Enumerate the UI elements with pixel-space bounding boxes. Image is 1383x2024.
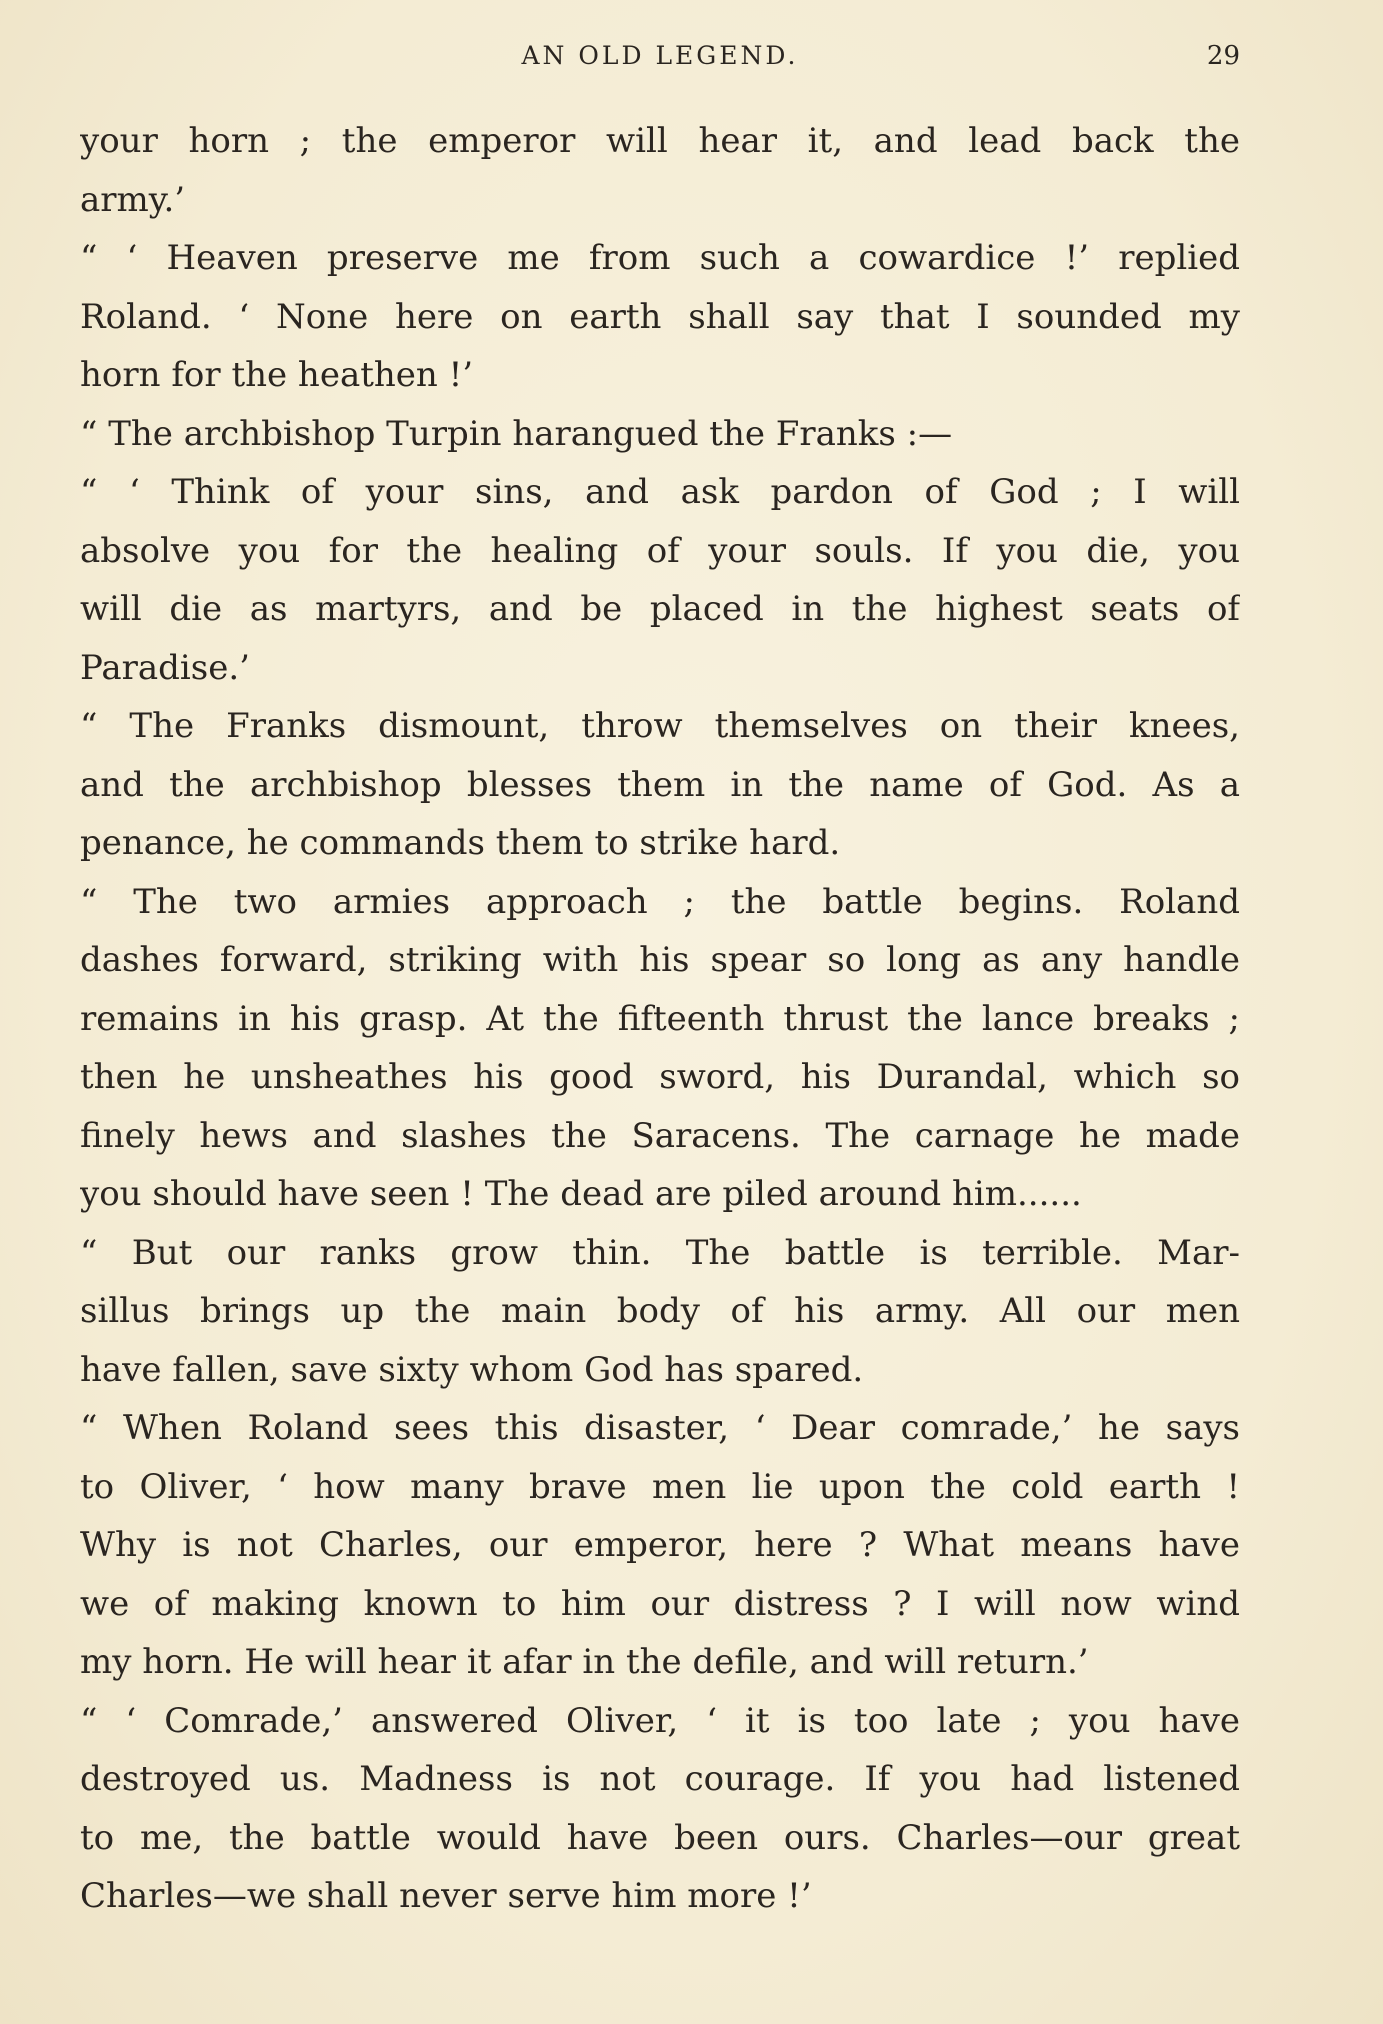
text-line: Roland. ‘ None here on earth shall say that I sounded my xyxy=(80,296,1240,337)
page-number: 29 xyxy=(1206,41,1240,71)
running-head: AN OLD LEGEND. xyxy=(521,41,799,70)
text-line: we of making known to him our distress ? I will now wind xyxy=(80,1583,1240,1624)
text-line: “ The archbishop Turpin harangued the Franks :— xyxy=(80,413,953,454)
text-line: Paradise.’ xyxy=(80,647,250,688)
text-line: to me, the battle would have been ours. Charles—our great xyxy=(80,1817,1240,1858)
text-line: Why is not Charles, our emperor, here ? What means have xyxy=(80,1525,1240,1565)
text-line: will die as martyrs, and be placed in the highest seats of xyxy=(80,589,1240,629)
text-line: “ The two armies approach ; the battle begins. Roland xyxy=(80,881,1240,922)
text-line: sillus brings up the main body of his army. All our men xyxy=(80,1291,1240,1331)
text-line: and the archbishop blesses them in the name of God. As a xyxy=(80,764,1240,805)
text-line: remains in his grasp. At the fifteenth thrust the lance breaks ; xyxy=(80,998,1240,1039)
text-line: then he unsheathes his good sword, his Durandal, which so xyxy=(80,1057,1240,1097)
text-line: “ The Franks dismount, throw themselves on their knees, xyxy=(80,706,1240,746)
text-line: your horn ; the emperor will hear it, and lead back the xyxy=(80,121,1240,161)
text-line: “ ‘ Comrade,’ answered Oliver, ‘ it is too late ; you have xyxy=(80,1700,1240,1741)
text-line: my horn. He will hear it afar in the defile, and will return.’ xyxy=(80,1642,1089,1682)
text-line: “ ‘ Heaven preserve me from such a cowardice !’ replied xyxy=(80,238,1240,278)
page-header xyxy=(80,36,1240,76)
body-text xyxy=(80,112,1240,1926)
text-line: have fallen, save sixty whom God has spared. xyxy=(80,1349,864,1390)
text-line: “ But our ranks grow thin. The battle is terrible. Mar- xyxy=(80,1232,1240,1273)
text-line: destroyed us. Madness is not courage. If you had listened xyxy=(80,1759,1240,1799)
text-line: absolve you for the healing of your souls. If you die, you xyxy=(80,530,1240,571)
text-line: “ ‘ Think of your sins, and ask pardon of God ; I will xyxy=(80,472,1240,512)
text-line: penance, he commands them to strike hard. xyxy=(80,823,841,863)
text-line: Charles—we shall never serve him more !’ xyxy=(80,1876,812,1916)
text-line: army.’ xyxy=(80,179,186,220)
text-line: to Oliver, ‘ how many brave men lie upon the cold earth ! xyxy=(80,1466,1240,1507)
text-line: finely hews and slashes the Saracens. The carnage he made xyxy=(80,1115,1240,1156)
text-line: “ When Roland sees this disaster, ‘ Dear comrade,’ he says xyxy=(80,1408,1240,1448)
text-line: you should have seen ! The dead are piled around him...... xyxy=(80,1174,1082,1214)
text-line: horn for the heathen !’ xyxy=(80,355,474,395)
text-line: dashes forward, striking with his spear so long as any handle xyxy=(80,940,1240,980)
